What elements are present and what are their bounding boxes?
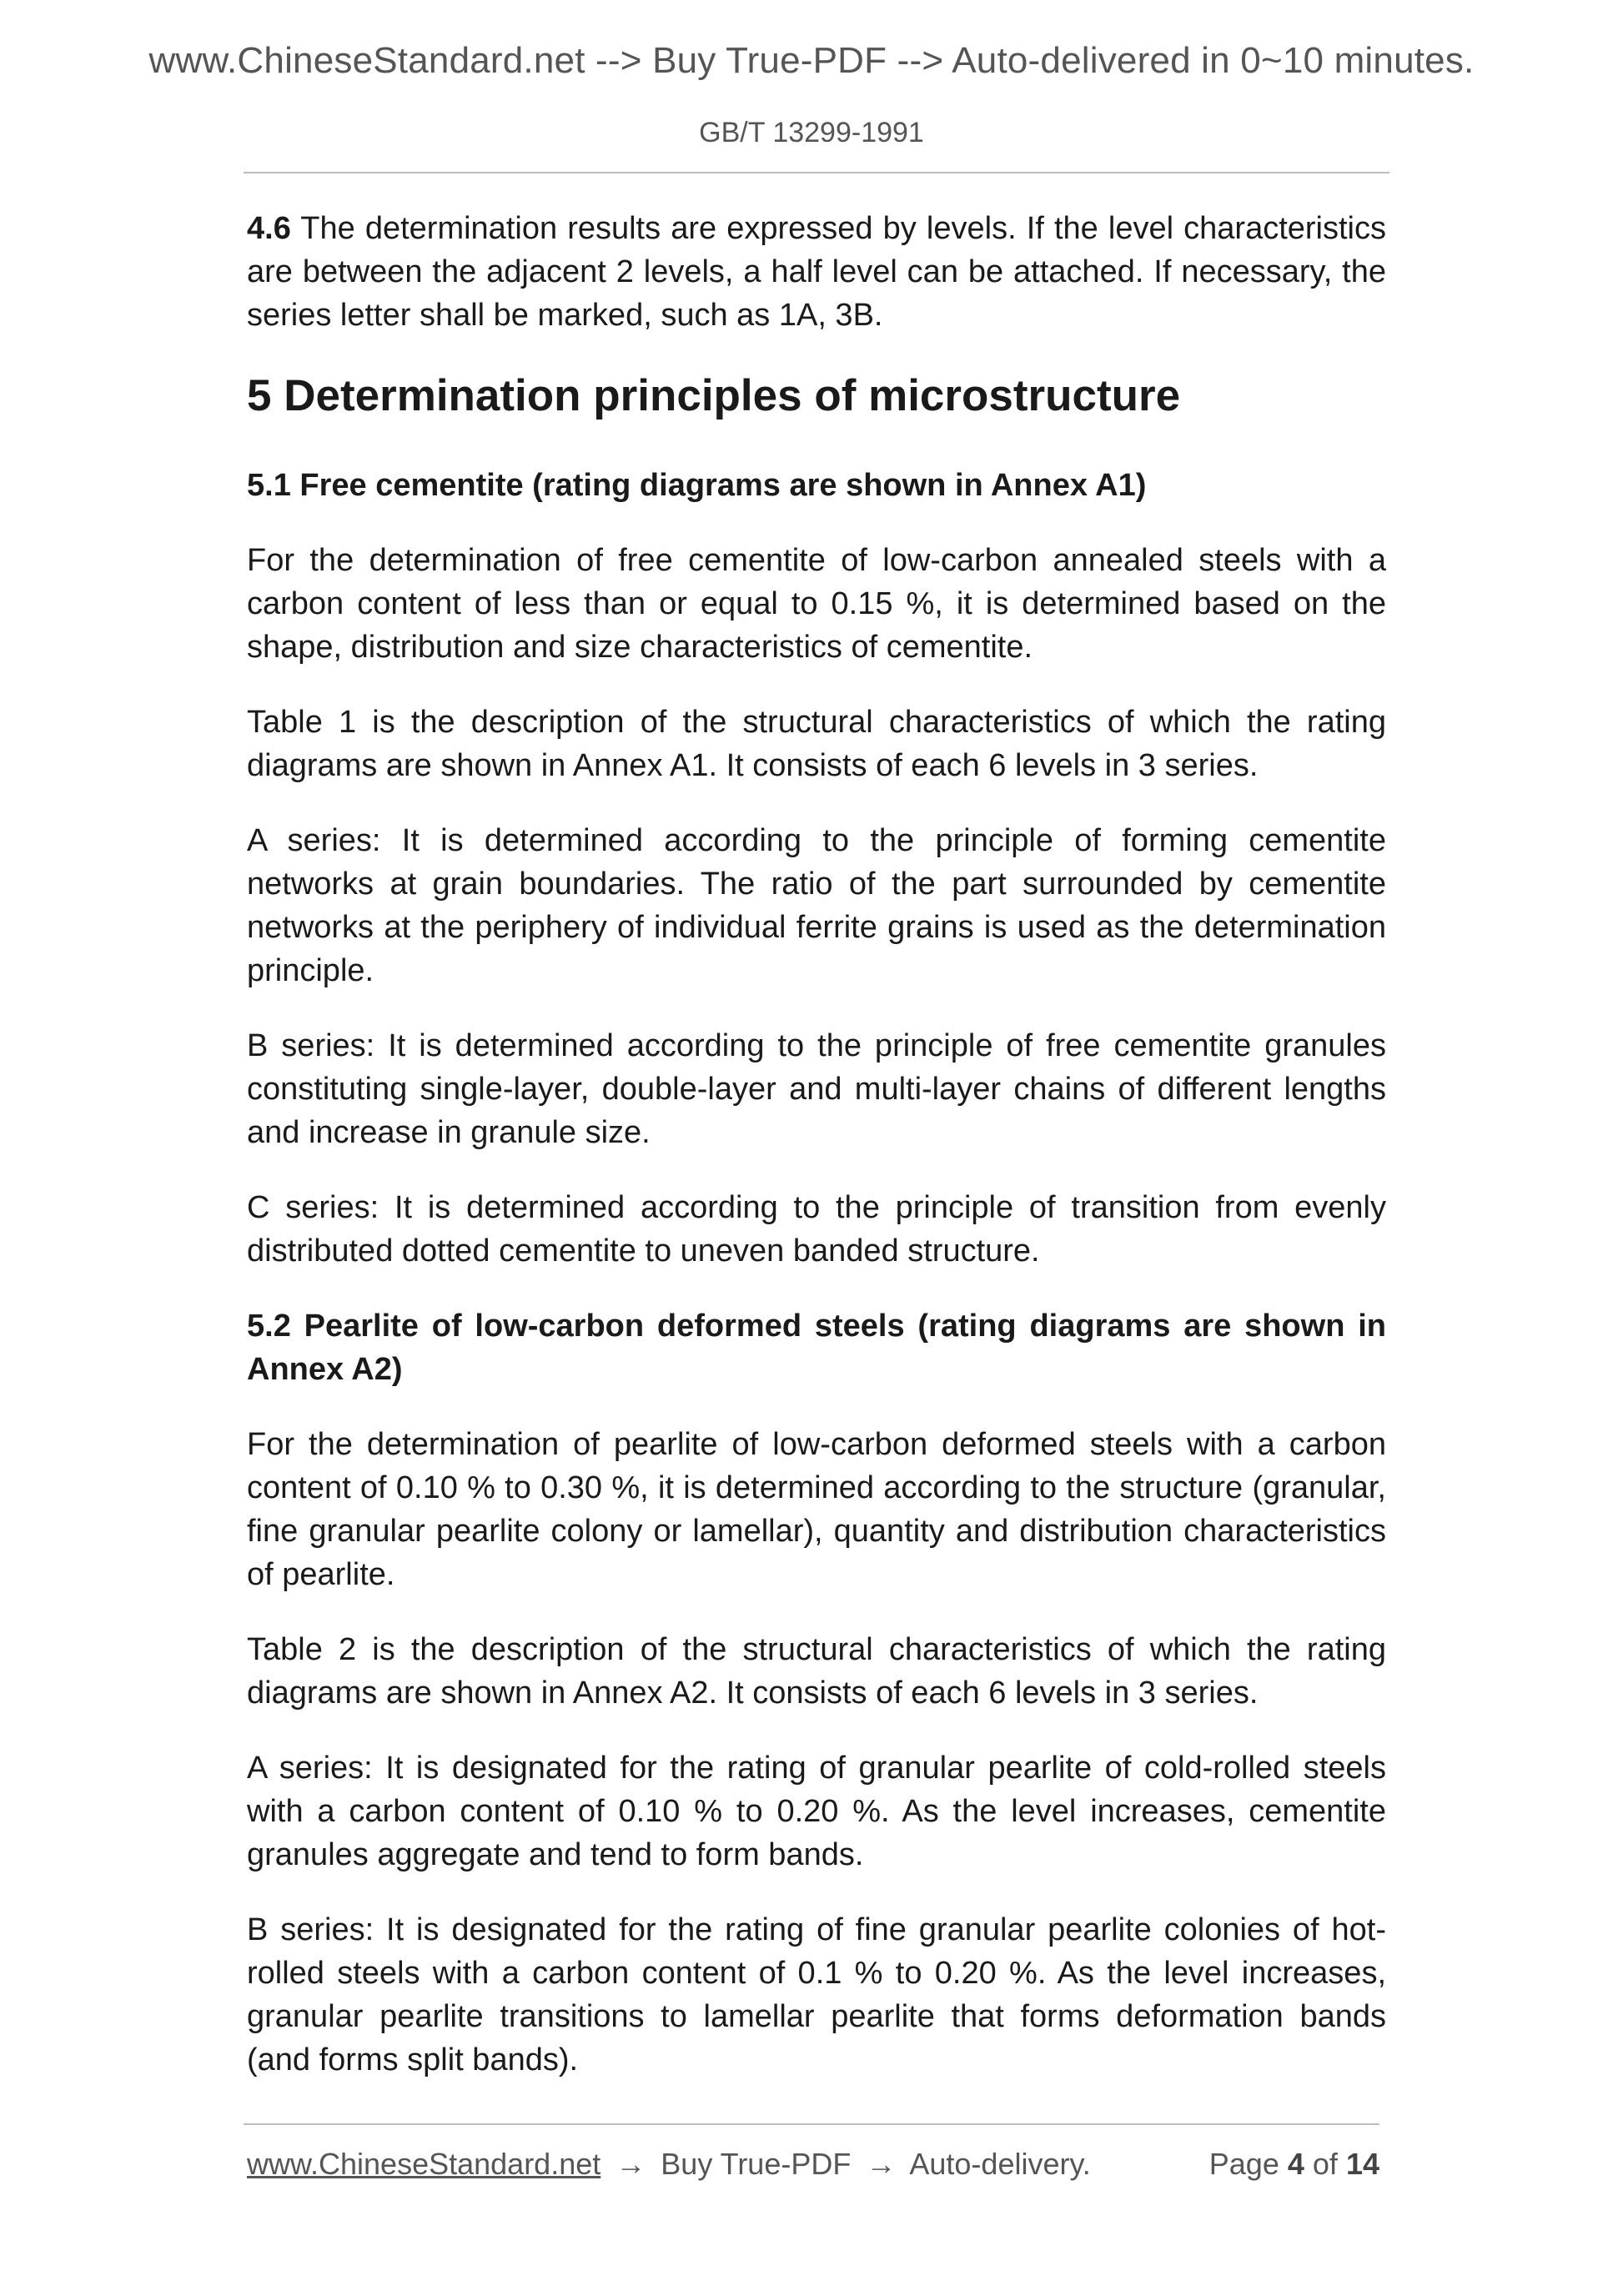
footer-divider (244, 2123, 1379, 2125)
arrow-right-icon: → (866, 2147, 897, 2181)
paragraph: Table 2 is the description of the structural characteristics of which the rating diagrams are shown in Annex A2. It consists of each 6 levels in 3 series. (247, 1632, 1386, 1711)
paragraph: For the determination of free cementite of low-carbon annealed steels with a carbon content of less than or equal to 0.15 %, it is determined based on the shape, distribution and size characteristics of cementite. (247, 543, 1386, 665)
paragraph: C series: It is determined according to the principle of transition from evenly distributed dotted cementite to uneven banded structure. (247, 1190, 1386, 1269)
page-total: 14 (1345, 2147, 1379, 2181)
subsection-5-2-title: 5.2 Pearlite of low-carbon deformed steels (rating diagrams are shown in Annex A2) (247, 1309, 1386, 1387)
paragraph: B series: It is determined according to the principle of free cementite granules constituting single-layer, double-layer and multi-layer chains of different lengths and increase in granule size. (247, 1028, 1386, 1150)
clause-number: 4.6 (247, 211, 291, 246)
buy-text: Buy True-PDF (661, 2147, 852, 2181)
clause-4-6 (247, 207, 1386, 337)
header-banner: www.ChineseStandard.net --> Buy True-PDF --> Auto-delivered in 0~10 minutes. (148, 40, 1475, 81)
page-content (247, 207, 1386, 2113)
standard-code: GB/T 13299-1991 (699, 117, 924, 148)
clause-text: The determination results are expressed by levels. If the level characteristics are between the adjacent 2 levels, a half level can be attached. If necessary, the series letter shall be marked, such as 1A, 3B. (247, 211, 1386, 333)
delivery-text: Auto-delivery. (909, 2147, 1091, 2181)
section-5-title: 5 Determination principles of microstructure (247, 371, 1181, 420)
paragraph: B series: It is designated for the rating of fine granular pearlite colonies of hot-rolled steels with a carbon content of 0.1 % to 0.20 %. As the level increases, granular pearlite transitions to lamellar pearlite that forms deformation bands (and forms split bands). (247, 1912, 1386, 2077)
footer-promo (247, 2147, 1091, 2182)
paragraph: A series: It is determined according to the principle of forming cementite networks at grain boundaries. The ratio of the part surrounded by cementite networks at the periphery of individual ferrite grains is used as the determination principle. (247, 823, 1386, 988)
arrow-right-icon: → (616, 2147, 646, 2181)
page-label: Page (1208, 2147, 1279, 2181)
paragraph: For the determination of pearlite of low-carbon deformed steels with a carbon content of 0.10 % to 0.30 %, it is determined according to the structure (granular, fine granular pearlite colony or lamellar), quantity and distribution characteristics of pearlite. (247, 1427, 1386, 1592)
paragraph: A series: It is designated for the rating of granular pearlite of cold-rolled steels with a carbon content of 0.10 % to 0.20 %. As the level increases, cementite granules aggregate and tend to form bands. (247, 1751, 1386, 1872)
of-label: of (1312, 2147, 1338, 2181)
paragraph: Table 1 is the description of the structural characteristics of which the rating diagrams are shown in Annex A1. It consists of each 6 levels in 3 series. (247, 705, 1386, 783)
header-divider (244, 172, 1389, 173)
page-indicator (1209, 2147, 1379, 2182)
page-number: 4 (1287, 2147, 1304, 2181)
subsection-5-1-title: 5.1 Free cementite (rating diagrams are shown in Annex A1) (247, 468, 1147, 503)
site-link[interactable]: www.ChineseStandard.net (247, 2147, 601, 2181)
